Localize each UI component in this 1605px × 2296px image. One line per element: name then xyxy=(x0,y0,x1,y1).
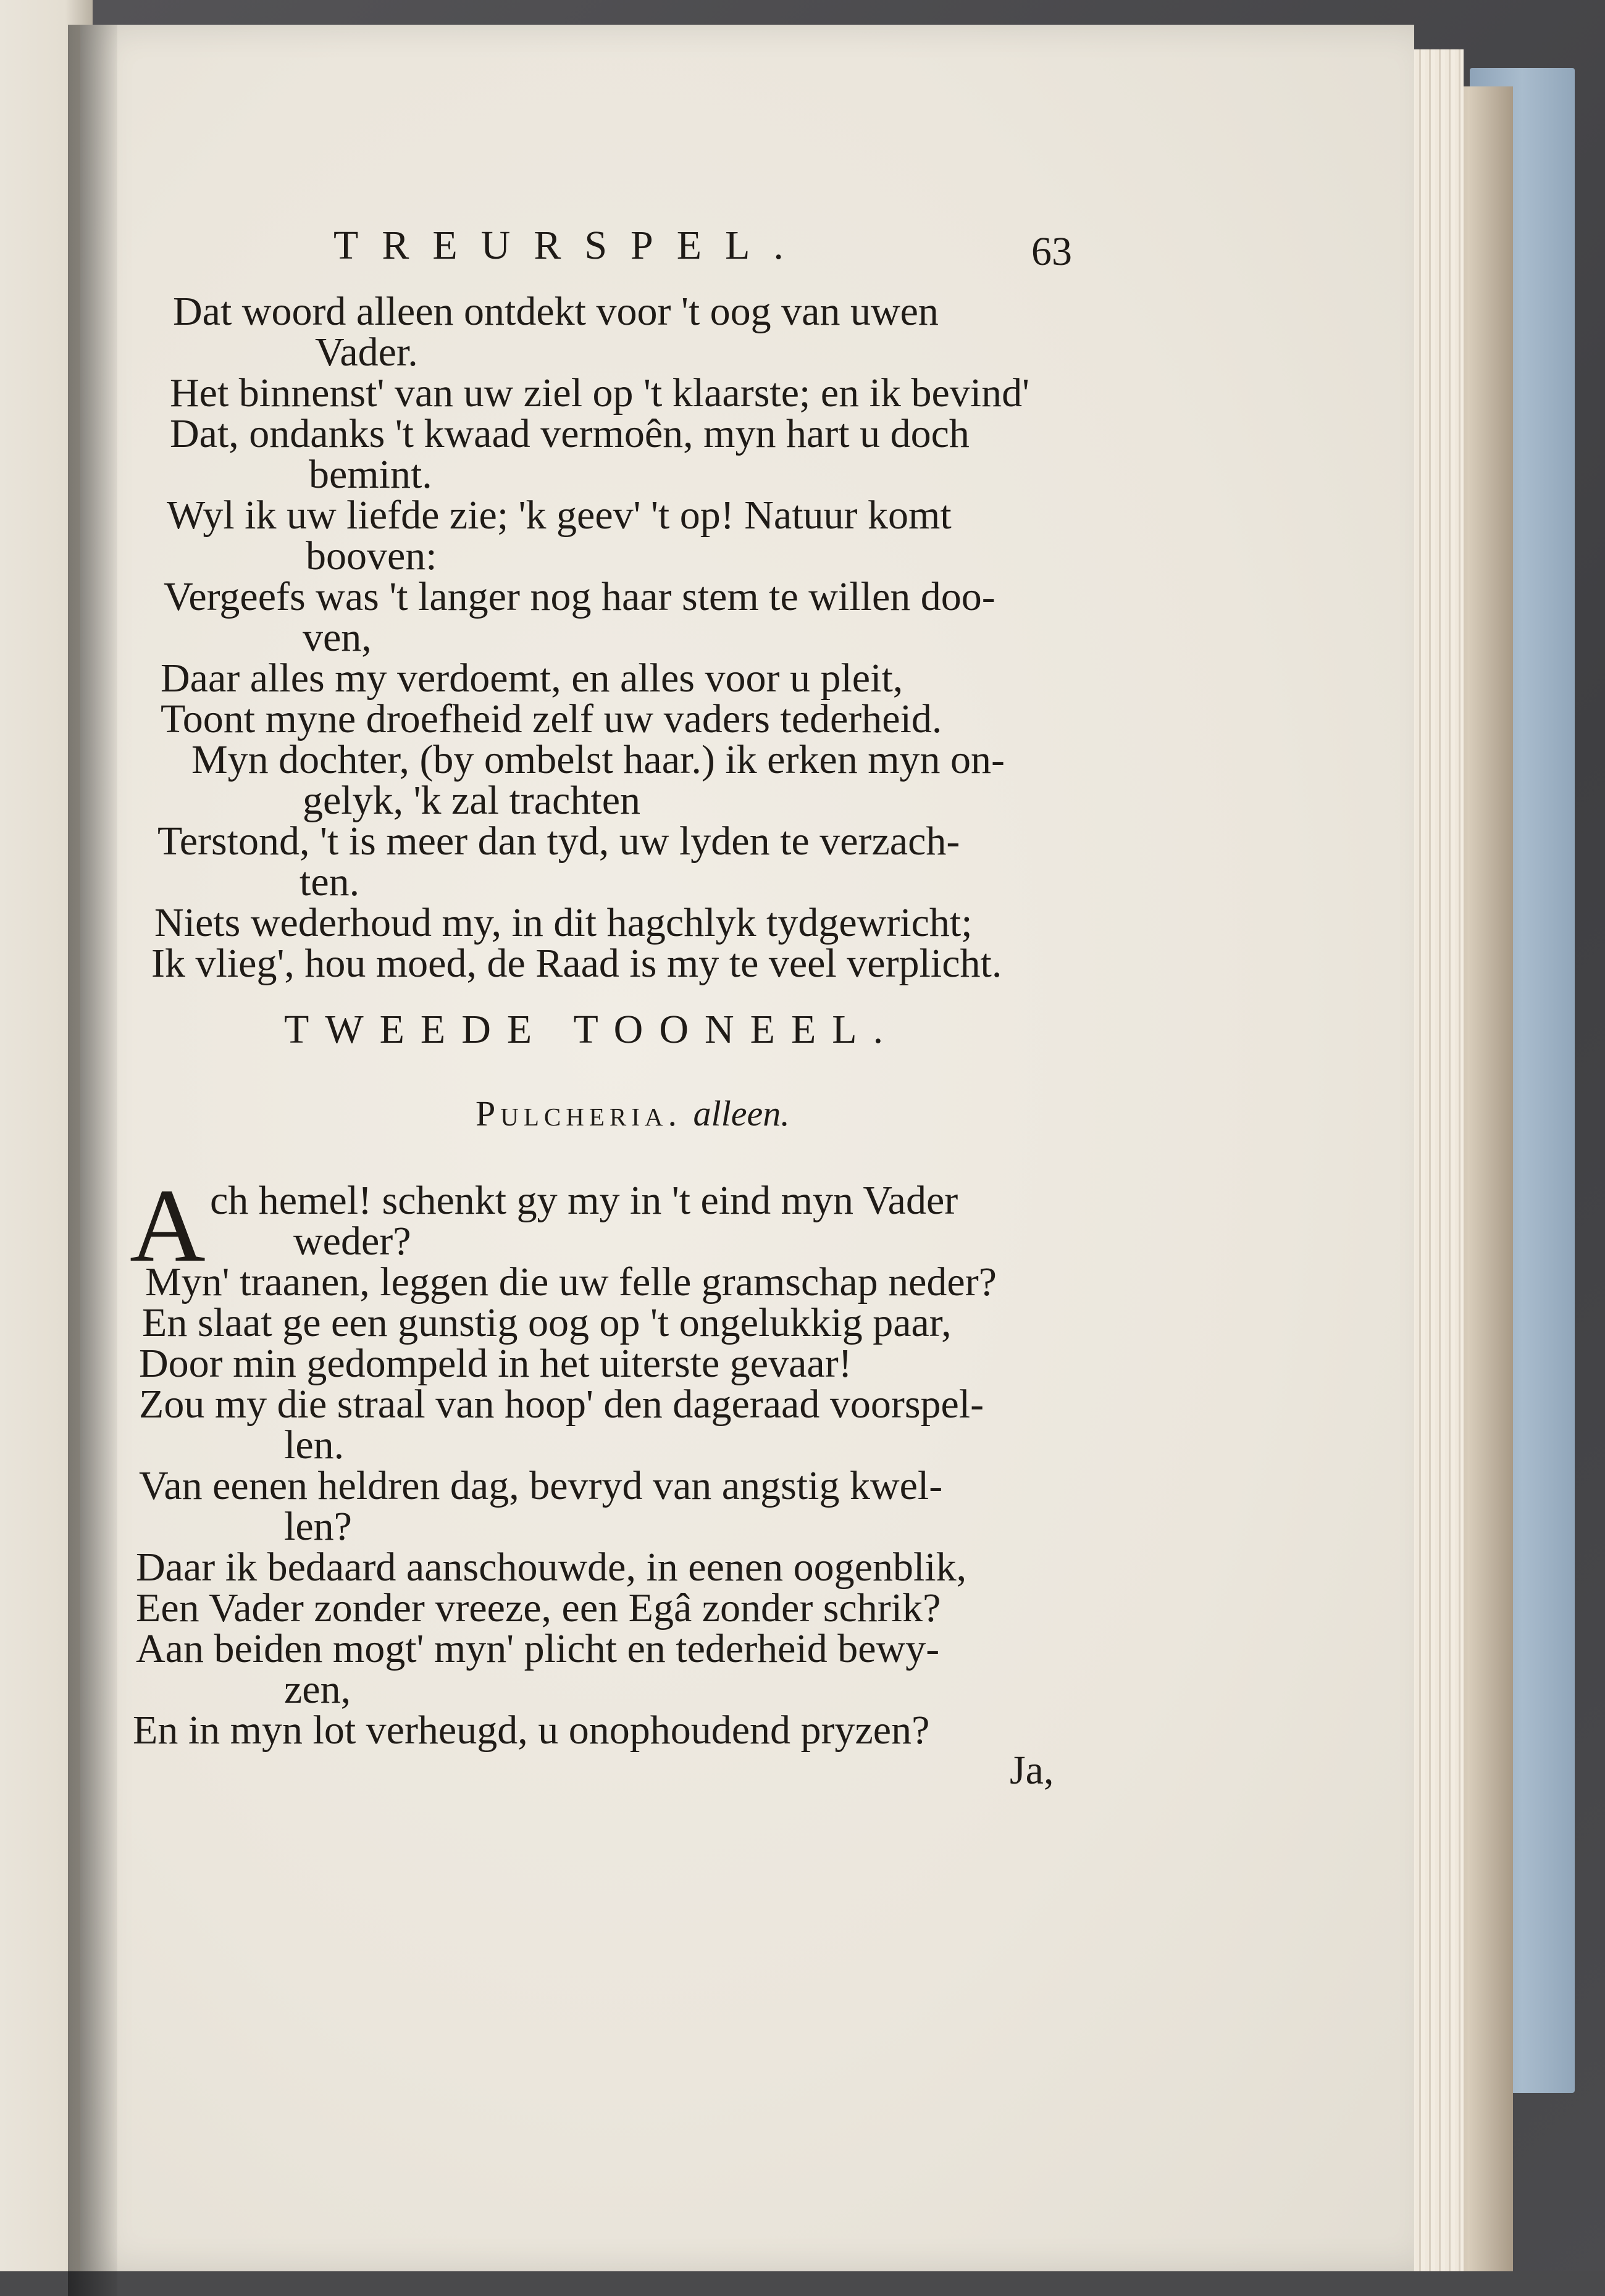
verse-line: bemint. xyxy=(309,452,432,497)
verse-line: Door min gedompeld in het uiterste gevaar! xyxy=(139,1341,852,1386)
verse-line: ten. xyxy=(300,859,360,904)
scene-heading: TWEEDE TOONEEL. xyxy=(284,1007,900,1052)
verse-line: Van eenen heldren dag, bevryd van angstig kwel- xyxy=(139,1463,943,1508)
verse-line: Daar ik bedaard aanschouwde, in eenen oogenblik, xyxy=(136,1545,967,1590)
book-page xyxy=(80,25,1414,2271)
verse-line: Niets wederhoud my, in dit hagchlyk tydgewricht; xyxy=(154,900,973,945)
verse-line: Wyl ik uw liefde zie; 'k geev' 't op! Natuur komt xyxy=(167,493,952,538)
drop-cap: A xyxy=(130,1167,206,1284)
verse-line: Myn dochter, (by ombelst haar.) ik erken myn on- xyxy=(191,737,1005,782)
verse-line: zen, xyxy=(284,1667,351,1712)
verse-line: En slaat ge een gunstig oog op 't ongelukkig paar, xyxy=(142,1300,952,1345)
verse-line: Dat, ondanks 't kwaad vermoên, myn hart u doch xyxy=(170,411,970,456)
speaker-name: Pulcheria. xyxy=(476,1093,682,1133)
verse-line: len? xyxy=(284,1504,352,1549)
running-title: TREURSPEL. xyxy=(333,223,807,268)
verse-line: ven, xyxy=(303,615,372,660)
verse-line: Daar alles my verdoemt, en alles voor u pleit, xyxy=(161,656,903,701)
verse-line: Toont myne droefheid zelf uw vaders tederheid. xyxy=(161,696,942,741)
verse-line: ch hemel! schenkt gy my in 't eind myn Vader xyxy=(210,1178,958,1223)
stage-direction: alleen. xyxy=(693,1093,790,1133)
catchword: Ja, xyxy=(1010,1748,1054,1793)
verse-line: En in myn lot verheugd, u onophoudend pryzen? xyxy=(133,1708,930,1753)
page-text xyxy=(80,25,1414,2271)
verse-line: gelyk, 'k zal trachten xyxy=(303,778,640,823)
speaker-line xyxy=(476,1093,790,1134)
verse-line: Myn' traanen, leggen die uw felle gramschap neder? xyxy=(145,1259,997,1305)
page-number: 63 xyxy=(1031,229,1072,274)
verse-line: booven: xyxy=(306,533,437,578)
verse-line: Terstond, 't is meer dan tyd, uw lyden te verzach- xyxy=(157,819,960,864)
verse-line: weder? xyxy=(293,1219,411,1264)
verse-line: len. xyxy=(284,1422,345,1467)
verse-line: Zou my die straal van hoop' den dageraad voorspel- xyxy=(139,1382,984,1427)
verse-line: Het binnenst' van uw ziel op 't klaarste; en ik bevind' xyxy=(170,370,1029,415)
verse-line: Vergeefs was 't langer nog haar stem te willen doo- xyxy=(164,574,995,619)
verse-line: Aan beiden mogt' myn' plicht en tederheid bewy- xyxy=(136,1626,940,1671)
verse-line: Vader. xyxy=(315,330,418,375)
verse-line: Dat woord alleen ontdekt voor 't oog van uwen xyxy=(173,289,939,334)
verse-line: Een Vader zonder vreeze, een Egâ zonder schrik? xyxy=(136,1585,941,1630)
verse-line: Ik vlieg', hou moed, de Raad is my te veel verplicht. xyxy=(151,941,1002,986)
